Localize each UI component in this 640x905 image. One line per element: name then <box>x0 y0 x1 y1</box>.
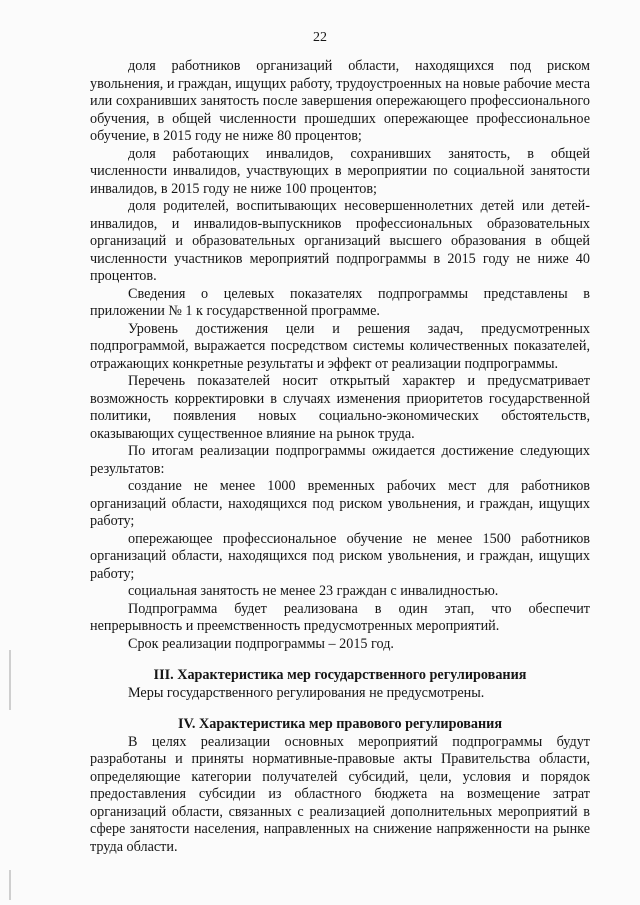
scan-edge-mark <box>9 870 11 900</box>
paragraph: Подпрограмма будет реализована в один этап, что обеспечит непрерывность и преемственность предусмотренных мероприятий. <box>90 600 590 634</box>
paragraph: доля работающих инвалидов, сохранивших занятость, в общей численности инвалидов, участвующих в мероприятии по социальной занятости инвалидов, в 2015 году не ниже 100 процентов; <box>90 145 590 197</box>
paragraph: Перечень показателей носит открытый характер и предусматривает возможность корректировки в случаях изменения приоритетов государственной политики, появления новых социально-экономических обстоятельств, оказывающих существенное влияние на рынок труда. <box>90 373 590 442</box>
paragraph: Срок реализации подпрограммы – 2015 год. <box>128 635 394 652</box>
section-spacer <box>90 653 590 667</box>
section-3-text: Меры государственного регулирования не предусмотрены. <box>128 684 485 701</box>
paragraph: Сведения о целевых показателях подпрограммы представлены в приложении № 1 к государственной программе. <box>90 285 590 319</box>
scan-edge-mark <box>9 650 11 710</box>
paragraph: доля родителей, воспитывающих несовершеннолетних детей или детей-инвалидов, и инвалидов-выпускников профессиональных образовательных организаций и образовательных организаций высшего образования в общей численности участников мероприятий подпрограммы в 2015 году не ниже 40 процентов. <box>90 198 590 284</box>
paragraph: доля работников организаций области, находящихся под риском увольнения, и граждан, ищущих работу, трудоустроенных на новые рабочие места или сохранивших занятость после завершения опережающего профессионального обучения, в общей численности прошедших опережающее профессиональное обучение, в 2015 году не ниже 80 процентов; <box>90 58 590 144</box>
list-item: опережающее профессиональное обучение не менее 1500 работников организаций области, находящихся под риском увольнения, и граждан, ищущих работу; <box>90 530 590 582</box>
section-4-heading: IV. Характеристика мер правового регулирования <box>177 716 503 732</box>
section-3-heading: III. Характеристика мер государственного регулирования <box>153 667 527 683</box>
section-spacer <box>90 702 590 716</box>
paragraph: По итогам реализации подпрограммы ожидается достижение следующих результатов: <box>90 443 590 477</box>
list-item: социальная занятость не менее 23 граждан с инвалидностью. <box>128 583 499 599</box>
section-4-text: В целях реализации основных мероприятий подпрограммы будут разработаны и приняты нормативные-правовые акты Правительства области, определяющие категории получателей субсидий, цели, условия и порядок предоставления субсидии из областного бюджета на возмещение затрат организаций области, связанных с реализацией дополнительных мероприятий в сфере занятости населения, направленных на снижение напряженности на рынке труда области. <box>90 733 590 855</box>
list-item: создание не менее 1000 временных рабочих мест для работников организаций области, находящихся под риском увольнения, и граждан, ищущих работу; <box>90 478 590 529</box>
paragraph: Уровень достижения цели и решения задач, предусмотренных подпрограммой, выражается посредством системы количественных показателей, отражающих конкретные результаты и эффект от реализации подпрограммы. <box>90 320 590 372</box>
page-number: 22 <box>313 30 327 45</box>
document-body <box>90 58 590 856</box>
